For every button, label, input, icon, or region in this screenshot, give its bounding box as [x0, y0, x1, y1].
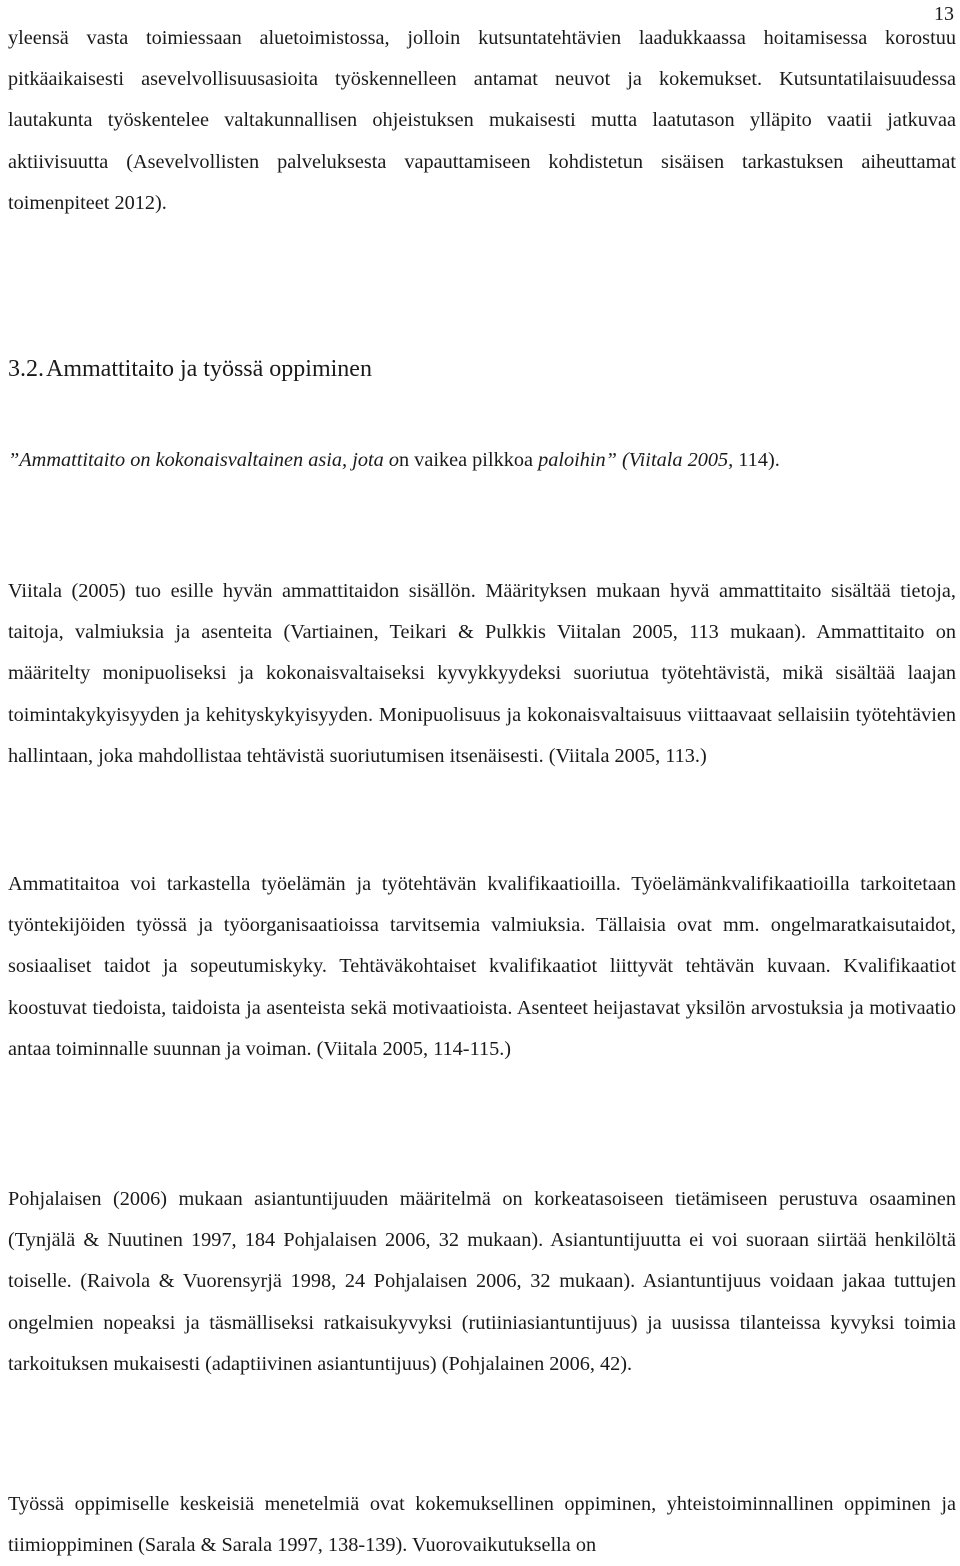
- section-heading: [8, 349, 372, 389]
- page-number: 13: [934, 3, 954, 25]
- quote-paragraph: [8, 440, 956, 481]
- paragraph-viitala: Viitala (2005) tuo esille hyvän ammattitaidon sisällön. Määrityksen mukaan hyvä ammattitaito sisältää tietoja, taitoja, valmiuksia ja asenteita (Vartiainen, Teikari & Pulkkis Viitalan 2005, 113 mukaan). Ammattitaito on määritelty monipuoliseksi ja kokonaisvaltaiseksi kyvykkyydeksi suoriutua työtehtävistä, mikä sisältää laajan toimintakykyisyyden ja kehityskykyisyyden. Monipuolisuus ja kokonaisvaltaisuus viittaavaat sellaisiin työtehtävien hallintaan, joka mahdollistaa tehtävistä suoriutumisen itsenäisesti. (Viitala 2005, 113.): [8, 580, 956, 767]
- paragraph-qualifications: Ammatitaitoa voi tarkastella työelämän ja työtehtävän kvalifikaatioilla. Työelämänkvalifikaatioilla tarkoitetaan työntekijöiden työssä ja työorganisaatioissa tarvitsemia valmiuksia. Tällaisia ovat mm. ongelmaratkaisutaidot, sosiaaliset taidot ja sopeutumiskyky. Tehtäväkohtaiset kvalifikaatiot liittyvät tehtävän kuvaan. Kvalifikaatiot koostuvat tiedoista, taidoista ja asenteista sekä motivaatioista. Asenteet heijastavat yksilön arvostuksia ja motivaatio antaa toiminnalle suunnan ja voiman. (Viitala 2005, 114-115.): [8, 873, 956, 1060]
- quote-tail: 114).: [733, 449, 780, 471]
- quote-normal: n vaikea pilkkoa: [398, 449, 539, 471]
- section-number: 3.2.: [8, 356, 44, 382]
- paragraph-expertise: Pohjalaisen (2006) mukaan asiantuntijuuden määritelmä on korkeatasoiseen tietämiseen perustuva osaaminen (Tynjälä & Nuutinen 1997, 184 Pohjalaisen 2006, 32 mukaan). Asiantuntijuutta ei voi suoraan siirtää henkilöltä toiselle. (Raivola & Vuorensyrjä 1998, 24 Pohjalaisen 2006, 32 mukaan). Asiantuntijuus voidaan jakaa tuttujen ongelmien nopeaksi ja täsmälliseksi ratkaisukyvyksi (rutiiniasiantuntijuus) ja uusissa tilanteissa kyvyksi toimia tarkoituksen mukaisesti (adaptiivinen asiantuntijuus) (Pohjalainen 2006, 42).: [8, 1188, 956, 1375]
- quote-italic-1: ”Ammattitaito on kokonaisvaltainen asia, jota o: [8, 449, 399, 471]
- section-title: Ammattitaito ja työssä oppiminen: [46, 356, 372, 382]
- paragraph-intro: yleensä vasta toimiessaan aluetoimistossa, jolloin kutsuntatehtävien laadukkaassa hoitamisessa korostuu pitkäaikaisesti asevelvollisuusasioita työskennelleen antamat neuvot ja kokemukset. Kutsuntatilaisuudessa lautakunta työskentelee valtakunnallisen ohjeistuksen mukaisesti mutta laatutason ylläpito vaatii jatkuvaa aktiivisuutta (Asevelvollisten palveluksesta vapauttamiseen kohdistetun sisäisen tarkastuksen aiheuttamat toimenpiteet 2012).: [8, 27, 956, 214]
- paragraph-learning: Työssä oppimiselle keskeisiä menetelmiä ovat kokemuksellinen oppiminen, yhteistoiminnallinen oppiminen ja tiimioppiminen (Sarala & Sarala 1997, 138-139). Vuorovaikutuksella on: [8, 1493, 956, 1557]
- quote-italic-2: paloihin” (Viitala 2005,: [538, 449, 734, 471]
